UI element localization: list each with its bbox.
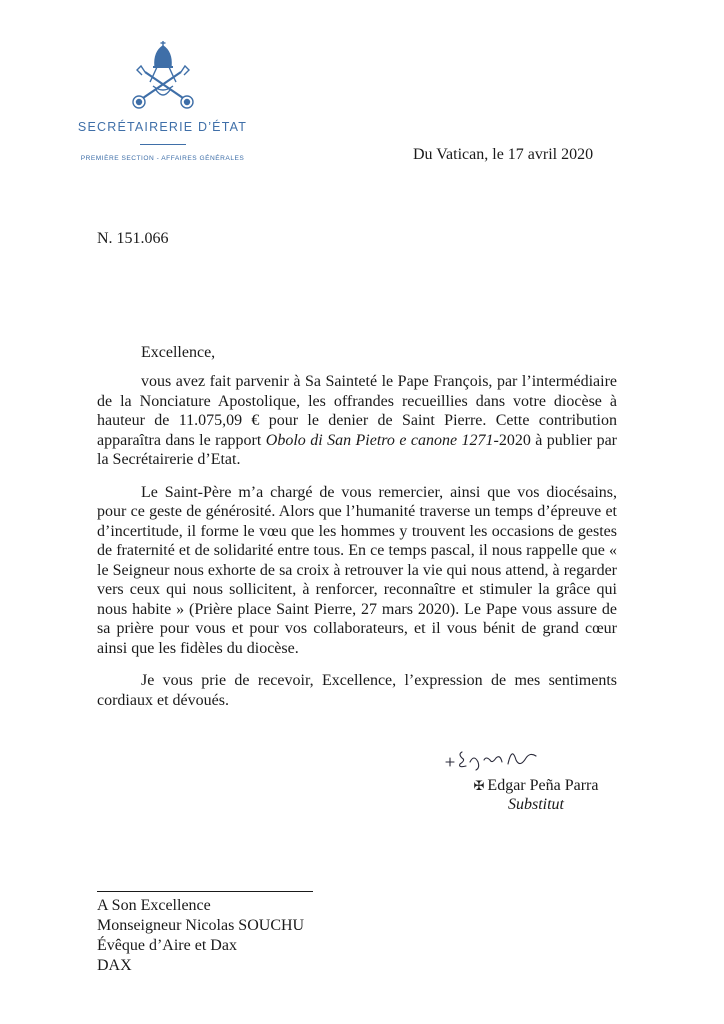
- papal-keys-tiara-emblem-icon: [123, 40, 203, 112]
- letterhead: [55, 40, 270, 162]
- paragraph-1-end: 2020 à publier par la Secrétairerie d’Etat.: [97, 431, 617, 468]
- signatory-role: Substitut: [507, 796, 564, 813]
- letter-date: Du Vatican, le 17 avril 2020: [413, 146, 594, 163]
- address-line: DAX: [97, 957, 132, 974]
- paragraph-2: Le Saint-Père m’a chargé de vous remercier, ainsi que vos diocésains, pour ce geste de générosité. Alors que l’humanité traverse un temps d’épreuve et d’incertitude, il forme le vœu que les hommes y trouvent les occasions de gestes de fraternité et de solidarité entre tous. En ce temps pascal, il nous rappelle que « le Seigneur nous exhorte de sa croix à retrouver la vie qui nous attend, à regarder vers ceux qui nous sollicitent, à renforcer, reconnaître et stimuler la grâce qui nous habite » (Prière place Saint Pierre, 27 mars 2020). Le Pape vous assure de sa prière pour vous et pour vos collaborateurs, et il vous bénit de grand cœur ainsi que les fidèles du diocèse.: [97, 483, 617, 657]
- reference-number: N. 151.066: [97, 230, 169, 247]
- paragraph-1: [97, 372, 617, 470]
- handwritten-signature: [440, 740, 550, 776]
- address-line: A Son Excellence: [97, 897, 211, 914]
- address-line: Monseigneur Nicolas SOUCHU: [97, 917, 305, 934]
- paragraph-1-text: vous avez fait parvenir à Sa Sainteté le Pape François, par l’intermédiaire de la Nonciature Apostolique, les offrandes recueillies dans votre diocèse à hauteur de 11.075,09 € pour le denier de Saint Pierre. Cette contribution apparaîtra dans le rapport: [97, 373, 617, 449]
- paragraph-3: Je vous prie de recevoir, Excellence, l’expression de mes sentiments cordiaux et dévoués.: [97, 672, 617, 709]
- report-title: Obolo di San Pietro e canone 1271-: [265, 431, 499, 449]
- signatory-name: Edgar Peña Parra: [487, 777, 599, 794]
- signatory-line: [436, 776, 636, 795]
- letter-body: [97, 372, 617, 723]
- recipient-address: [97, 896, 304, 976]
- salutation: Excellence,: [141, 344, 216, 361]
- cross-icon: ✠: [473, 778, 485, 793]
- letterhead-divider: [140, 144, 186, 145]
- address-line: Évêque d’Aire et Dax: [97, 937, 237, 954]
- department-subtitle: PREMIÈRE SECTION - AFFAIRES GÉNÉRALES: [80, 155, 245, 162]
- department-title: SECRÉTAIRERIE D’ÉTAT: [77, 120, 248, 134]
- address-divider: [97, 891, 313, 892]
- signature-block: [436, 740, 636, 814]
